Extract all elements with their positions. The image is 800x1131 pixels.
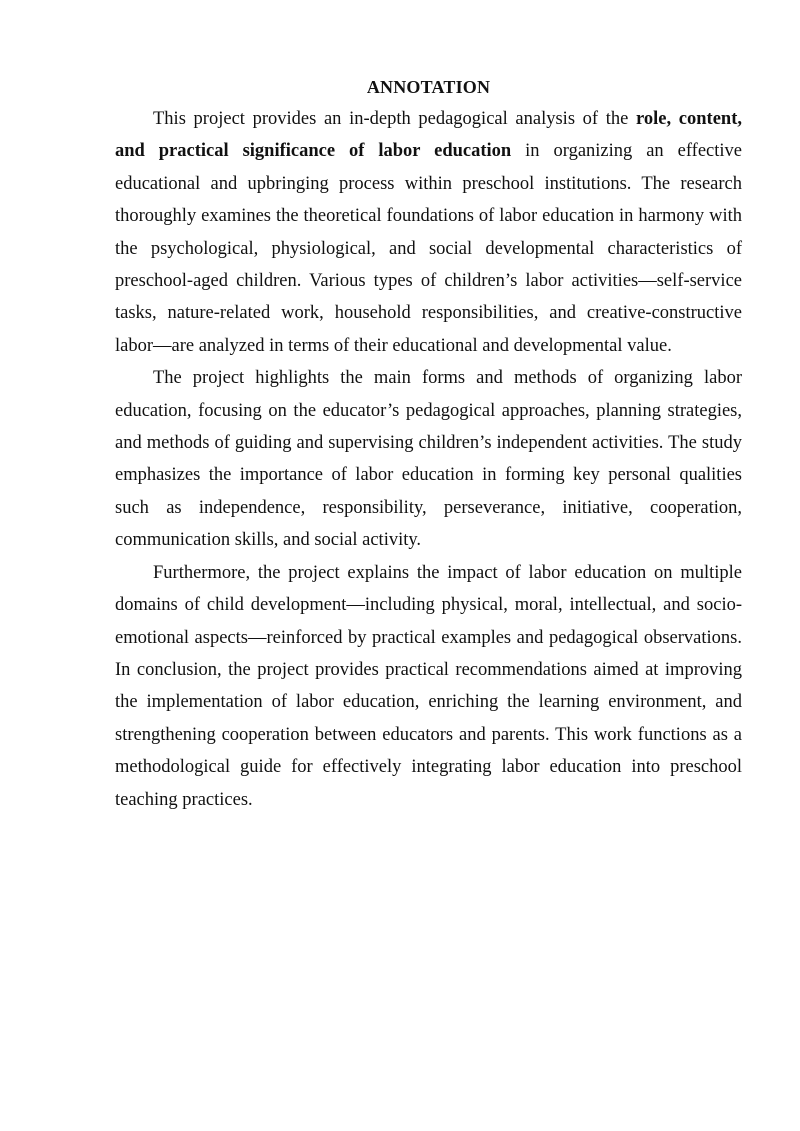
paragraph-1-intro: This project provides an in-depth pedagogical analysis of the bbox=[153, 109, 637, 129]
paragraph-3: Furthermore, the project explains the impact of labor education on multiple domains of child development—including physical, moral, intellectual, and socio-emotional aspects—reinforced by practical examples and pedagogical observations. In conclusion, the project provides practical recommendations aimed at improving the implementation of labor education, enriching the learning environment, and strengthening cooperation between educators and parents. This work functions as a methodological guide for effectively integrating labor education into preschool teaching practices. bbox=[115, 562, 742, 810]
page-title: ANNOTATION bbox=[366, 77, 491, 97]
paragraph-1-rest: in organizing an effective educational and upbringing process within preschool institutions. The research thoroughly examines the theoretical foundations of labor education in harmony with the psychological, physiological, and social developmental characteristics of preschool-aged children. Various types of children’s labor activities—self-service tasks, nature-related work, household responsibilities, and creative-constructive labor—are analyzed in terms of their educational and developmental value. bbox=[115, 141, 742, 356]
paragraph-2: The project highlights the main forms and methods of organizing labor education, focusing on the educator’s pedagogical approaches, planning strategies, and methods of guiding and supervising children’s independent activities. The study emphasizes the importance of labor education in forming key personal qualities such as independence, responsibility, perseverance, initiative, cooperation, communication skills, and social activity. bbox=[115, 368, 742, 551]
annotation-content bbox=[115, 73, 742, 816]
paragraph-1-emphasis: role, content, and practical significance of labor education bbox=[115, 109, 742, 162]
paragraph-1 bbox=[115, 103, 742, 362]
